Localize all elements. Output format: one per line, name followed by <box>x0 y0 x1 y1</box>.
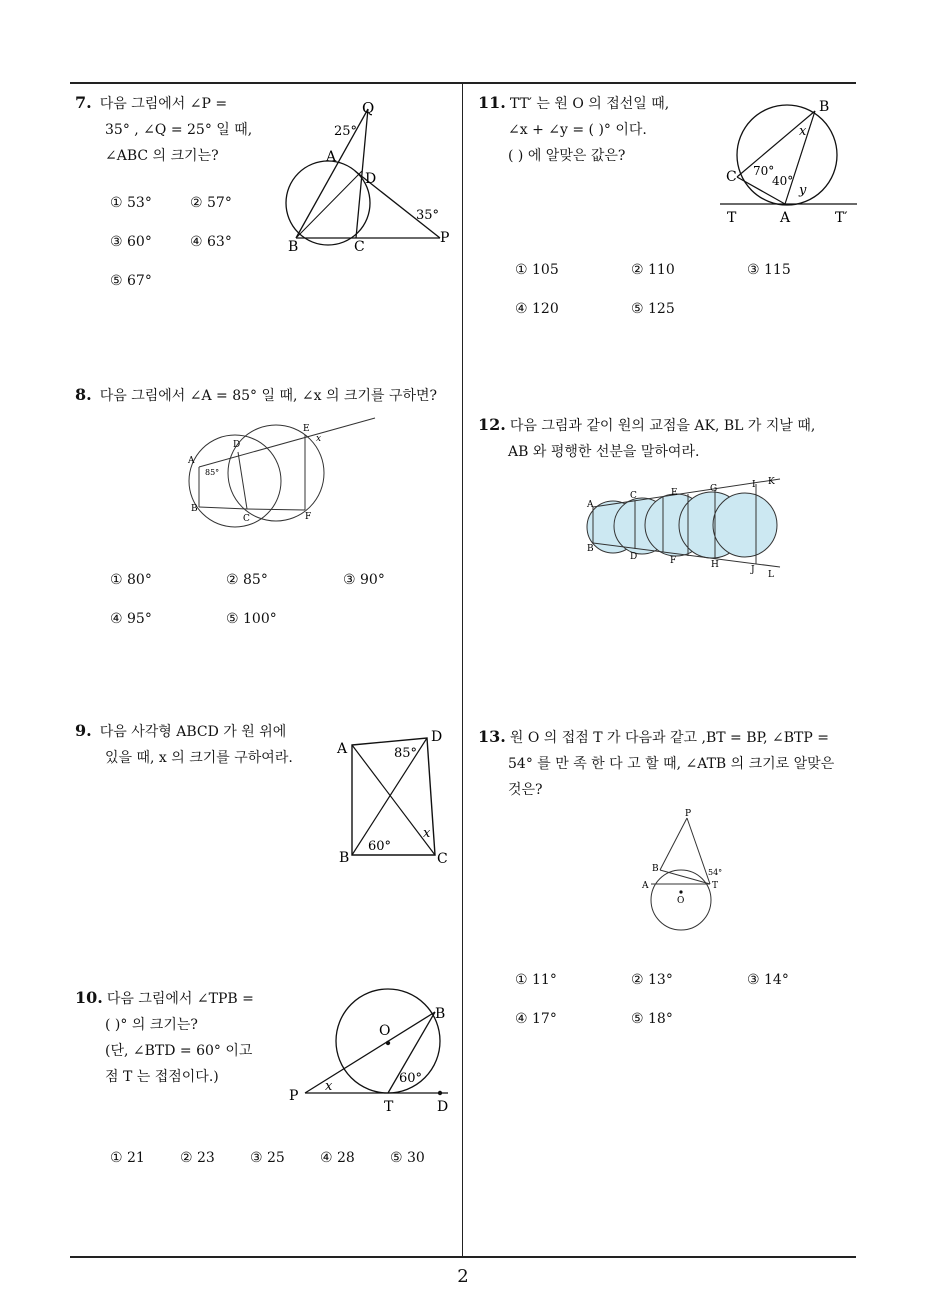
label-F: F <box>670 556 677 566</box>
label-angle-P: 35° <box>416 208 440 223</box>
question-text-line: ( ) 에 알맞은 값은? <box>508 148 626 164</box>
label-T: T <box>727 210 737 226</box>
option-1[interactable]: ① 53° <box>110 195 152 211</box>
question-text-line: 35° , ∠Q = 25° 일 때, <box>105 122 253 138</box>
option-3[interactable]: ③ 14° <box>747 972 789 988</box>
option-5[interactable]: ⑤ 18° <box>631 1011 673 1027</box>
question-text-line: 다음 그림과 같이 원의 교점을 AK, BL 가 지날 때, <box>509 418 816 434</box>
question-number: 9. <box>75 721 92 740</box>
label-O: O <box>677 896 685 906</box>
label-x: x <box>423 826 431 841</box>
option-4[interactable]: ④ 63° <box>190 234 232 250</box>
question-12 <box>478 412 815 465</box>
label-A: A <box>780 210 791 226</box>
option-5[interactable]: ⑤ 125 <box>631 301 675 317</box>
label-E: E <box>671 488 678 498</box>
question-number: 8. <box>75 385 92 404</box>
label-P: P <box>289 1088 299 1104</box>
question-text-line: 점 T 는 접점이다.) <box>105 1069 219 1085</box>
question-text-line: ∠ABC 의 크기는? <box>105 148 219 164</box>
label-angle-85: 85° <box>394 746 418 761</box>
figure-q13 <box>640 810 730 925</box>
question-text-line: 다음 그림에서 ∠P = <box>99 96 228 112</box>
question-text-line: 다음 그림에서 ∠TPB = <box>106 991 254 1007</box>
question-number: 7. <box>75 93 92 112</box>
label-angle-54: 54° <box>708 868 723 877</box>
label-x: x <box>325 1079 333 1094</box>
question-10 <box>75 985 254 1090</box>
label-B: B <box>652 864 659 874</box>
column-divider <box>462 82 463 1257</box>
option-2[interactable]: ② 110 <box>631 262 675 278</box>
option-5[interactable]: ⑤ 100° <box>226 611 277 627</box>
question-text-line: 다음 사각형 ABCD 가 원 위에 <box>99 724 287 740</box>
question-13 <box>478 724 834 803</box>
label-A: A <box>337 741 348 757</box>
label-E: E <box>303 424 310 434</box>
label-B: B <box>587 544 594 554</box>
option-2[interactable]: ② 85° <box>226 572 268 588</box>
label-x: x <box>799 124 807 139</box>
figure-q12 <box>585 475 785 580</box>
label-T: T <box>712 881 719 891</box>
label-D: D <box>233 440 241 450</box>
label-angle-40: 40° <box>772 174 794 188</box>
question-text-line: ∠x + ∠y = ( )° 이다. <box>508 122 647 138</box>
option-3[interactable]: ③ 90° <box>343 572 385 588</box>
label-angle-70: 70° <box>753 164 775 178</box>
label-angle-Q: 25° <box>334 124 358 139</box>
question-text-line: ( )° 의 크기는? <box>105 1017 198 1033</box>
label-B: B <box>819 99 830 115</box>
label-T: T <box>384 1099 394 1115</box>
label-D: D <box>437 1099 449 1115</box>
label-D: D <box>630 552 638 562</box>
option-2[interactable]: ② 23 <box>180 1150 215 1166</box>
figure-q7 <box>280 95 455 260</box>
question-text-line: (단, ∠BTD = 60° 이고 <box>105 1043 253 1059</box>
option-2[interactable]: ② 13° <box>631 972 673 988</box>
question-text-line: 것은? <box>508 782 543 798</box>
label-y: y <box>799 183 807 198</box>
option-1[interactable]: ① 80° <box>110 572 152 588</box>
question-number: 12. <box>478 415 506 434</box>
figure-q11 <box>715 95 865 230</box>
label-F: F <box>305 512 312 522</box>
question-number: 10. <box>75 988 103 1007</box>
page-number: 2 <box>457 1266 469 1287</box>
label-B: B <box>435 1006 446 1022</box>
label-A: A <box>587 500 594 510</box>
label-D: D <box>365 171 377 187</box>
option-4[interactable]: ④ 17° <box>515 1011 557 1027</box>
label-C: C <box>243 514 250 524</box>
label-C: C <box>437 851 448 867</box>
label-P: P <box>440 230 450 246</box>
question-text-line: 있을 때, x 의 크기를 구하여라. <box>105 750 293 766</box>
option-1[interactable]: ① 105 <box>515 262 559 278</box>
figure-q10 <box>285 990 455 1115</box>
question-text-line: TT′ 는 원 O 의 접선일 때, <box>509 96 670 112</box>
label-B: B <box>339 850 350 866</box>
option-1[interactable]: ① 21 <box>110 1150 145 1166</box>
option-4[interactable]: ④ 28 <box>320 1150 355 1166</box>
label-A: A <box>642 881 649 891</box>
option-4[interactable]: ④ 95° <box>110 611 152 627</box>
option-5[interactable]: ⑤ 30 <box>390 1150 425 1166</box>
question-7 <box>75 90 275 169</box>
question-text-line: AB 와 평행한 선분을 말하여라. <box>508 444 700 460</box>
label-P: P <box>685 809 692 819</box>
option-3[interactable]: ③ 115 <box>747 262 791 278</box>
label-B: B <box>288 239 299 255</box>
label-B: B <box>191 504 198 514</box>
label-angle-60: 60° <box>399 1071 423 1086</box>
label-A: A <box>188 456 195 466</box>
option-1[interactable]: ① 11° <box>515 972 557 988</box>
option-2[interactable]: ② 57° <box>190 195 232 211</box>
label-C: C <box>630 491 637 501</box>
option-5[interactable]: ⑤ 67° <box>110 273 152 289</box>
question-number: 11. <box>478 93 506 112</box>
label-G: G <box>710 484 718 494</box>
label-J: J <box>751 565 755 575</box>
option-4[interactable]: ④ 120 <box>515 301 559 317</box>
label-D: D <box>431 729 443 745</box>
label-H: H <box>711 560 719 570</box>
label-A: A <box>326 149 337 165</box>
figure-q9 <box>335 725 455 870</box>
figure-q8 <box>185 415 375 525</box>
option-3[interactable]: ③ 60° <box>110 234 152 250</box>
option-3[interactable]: ③ 25 <box>250 1150 285 1166</box>
question-11 <box>478 90 669 169</box>
question-9 <box>75 718 293 771</box>
question-number: 13. <box>478 727 506 746</box>
label-I: I <box>752 480 756 490</box>
label-O: O <box>379 1023 391 1039</box>
label-angle-60: 60° <box>368 839 392 854</box>
question-8 <box>75 382 437 409</box>
question-text-line: 원 O 의 접점 T 가 다음과 같고 ,BT = BP, ∠BTP = <box>509 730 829 746</box>
label-K: K <box>768 477 775 487</box>
label-Q: Q <box>362 99 375 117</box>
label-T-prime: T′ <box>835 210 848 226</box>
label-x: x <box>316 434 322 444</box>
question-text-line: 54° 를 만 족 한 다 고 할 때, ∠ATB 의 크기로 알맞은 <box>508 756 835 772</box>
label-angle-A: 85° <box>205 468 220 477</box>
label-C: C <box>726 169 737 185</box>
label-L: L <box>768 570 774 580</box>
label-C: C <box>354 239 365 255</box>
question-text: 다음 그림에서 ∠A = 85° 일 때, ∠x 의 크기를 구하면? <box>99 388 438 404</box>
